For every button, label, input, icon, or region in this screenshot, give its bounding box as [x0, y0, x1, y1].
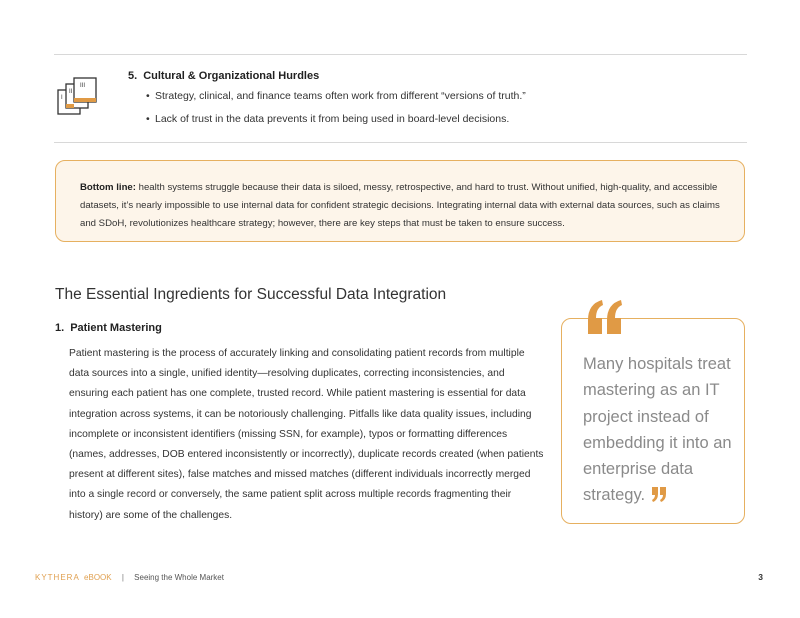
item-number: 1.	[55, 322, 65, 334]
bottom-line-callout	[55, 160, 745, 242]
bottom-line-text: health systems struggle because their data is siloed, messy, retrospective, and hard to trust. Without unified, high-quality, and accessible datasets, it’s nearly impossible to use internal data for confident strategic decisions. Integrating internal data with external data sources, such as claims and SDoH, revolutionizes healthcare strategy; however, there are key steps that must be taken to ensure success.	[80, 182, 720, 229]
bottom-line-paragraph	[80, 179, 720, 233]
item-heading	[55, 322, 162, 334]
hurdle-number: 5.	[128, 70, 138, 82]
hurdle-bullet: • Strategy, clinical, and finance teams often work from different “versions of truth.”	[146, 89, 526, 103]
hurdle-heading	[128, 70, 319, 82]
hurdle-title: Cultural & Organizational Hurdles	[143, 70, 320, 82]
hurdle-bullet: • Lack of trust in the data prevents it from being used in board-level decisions.	[146, 112, 526, 126]
brand-logo: KYTHERA	[35, 573, 80, 582]
page-number: 3	[758, 572, 763, 582]
stacked-documents-icon	[56, 76, 102, 118]
footer-title: Seeing the Whole Market	[134, 573, 224, 582]
pull-quote-text: Many hospitals treat mastering as an IT project instead of embedding it into an enterprise data strategy.	[583, 355, 732, 505]
close-quote-icon	[651, 486, 667, 502]
svg-text:III: III	[80, 83, 86, 89]
hurdle-bullet-list	[146, 89, 526, 135]
ebook-label: eBOOK	[84, 573, 112, 582]
bottom-line-label: Bottom line:	[80, 182, 136, 193]
item-title: Patient Mastering	[70, 322, 162, 334]
open-quote-icon	[584, 296, 626, 338]
svg-text:I: I	[61, 95, 63, 101]
pull-quote	[583, 351, 733, 509]
section-title: The Essential Ingredients for Successful Data Integration	[55, 286, 447, 303]
top-divider	[54, 54, 747, 55]
svg-text:II: II	[69, 89, 73, 95]
footer	[35, 573, 224, 582]
middle-divider	[54, 142, 747, 143]
item-body: Patient mastering is the process of accurately linking and consolidating patient records from multiple data sources into a single, unified identity—resolving duplicates, correcting inconsistencies, and ensuring each patient has one complete, trusted record. While patient mastering is essential for data integration across systems, it can be notoriously challenging. Pitfalls like data quality issues, including incomplete or inconsistent identifiers (missing SSN, for example), typos or formatting differences (names, addresses, DOB entered inconsistently or incorrectly), duplicate records created (when patients present at different sites), false matches and missed matches (different individuals incorrectly merged into a single record or conversely, the same patient split across multiple records fragmenting their history) are some of the challenges.	[69, 348, 544, 521]
footer-separator: |	[121, 573, 124, 582]
